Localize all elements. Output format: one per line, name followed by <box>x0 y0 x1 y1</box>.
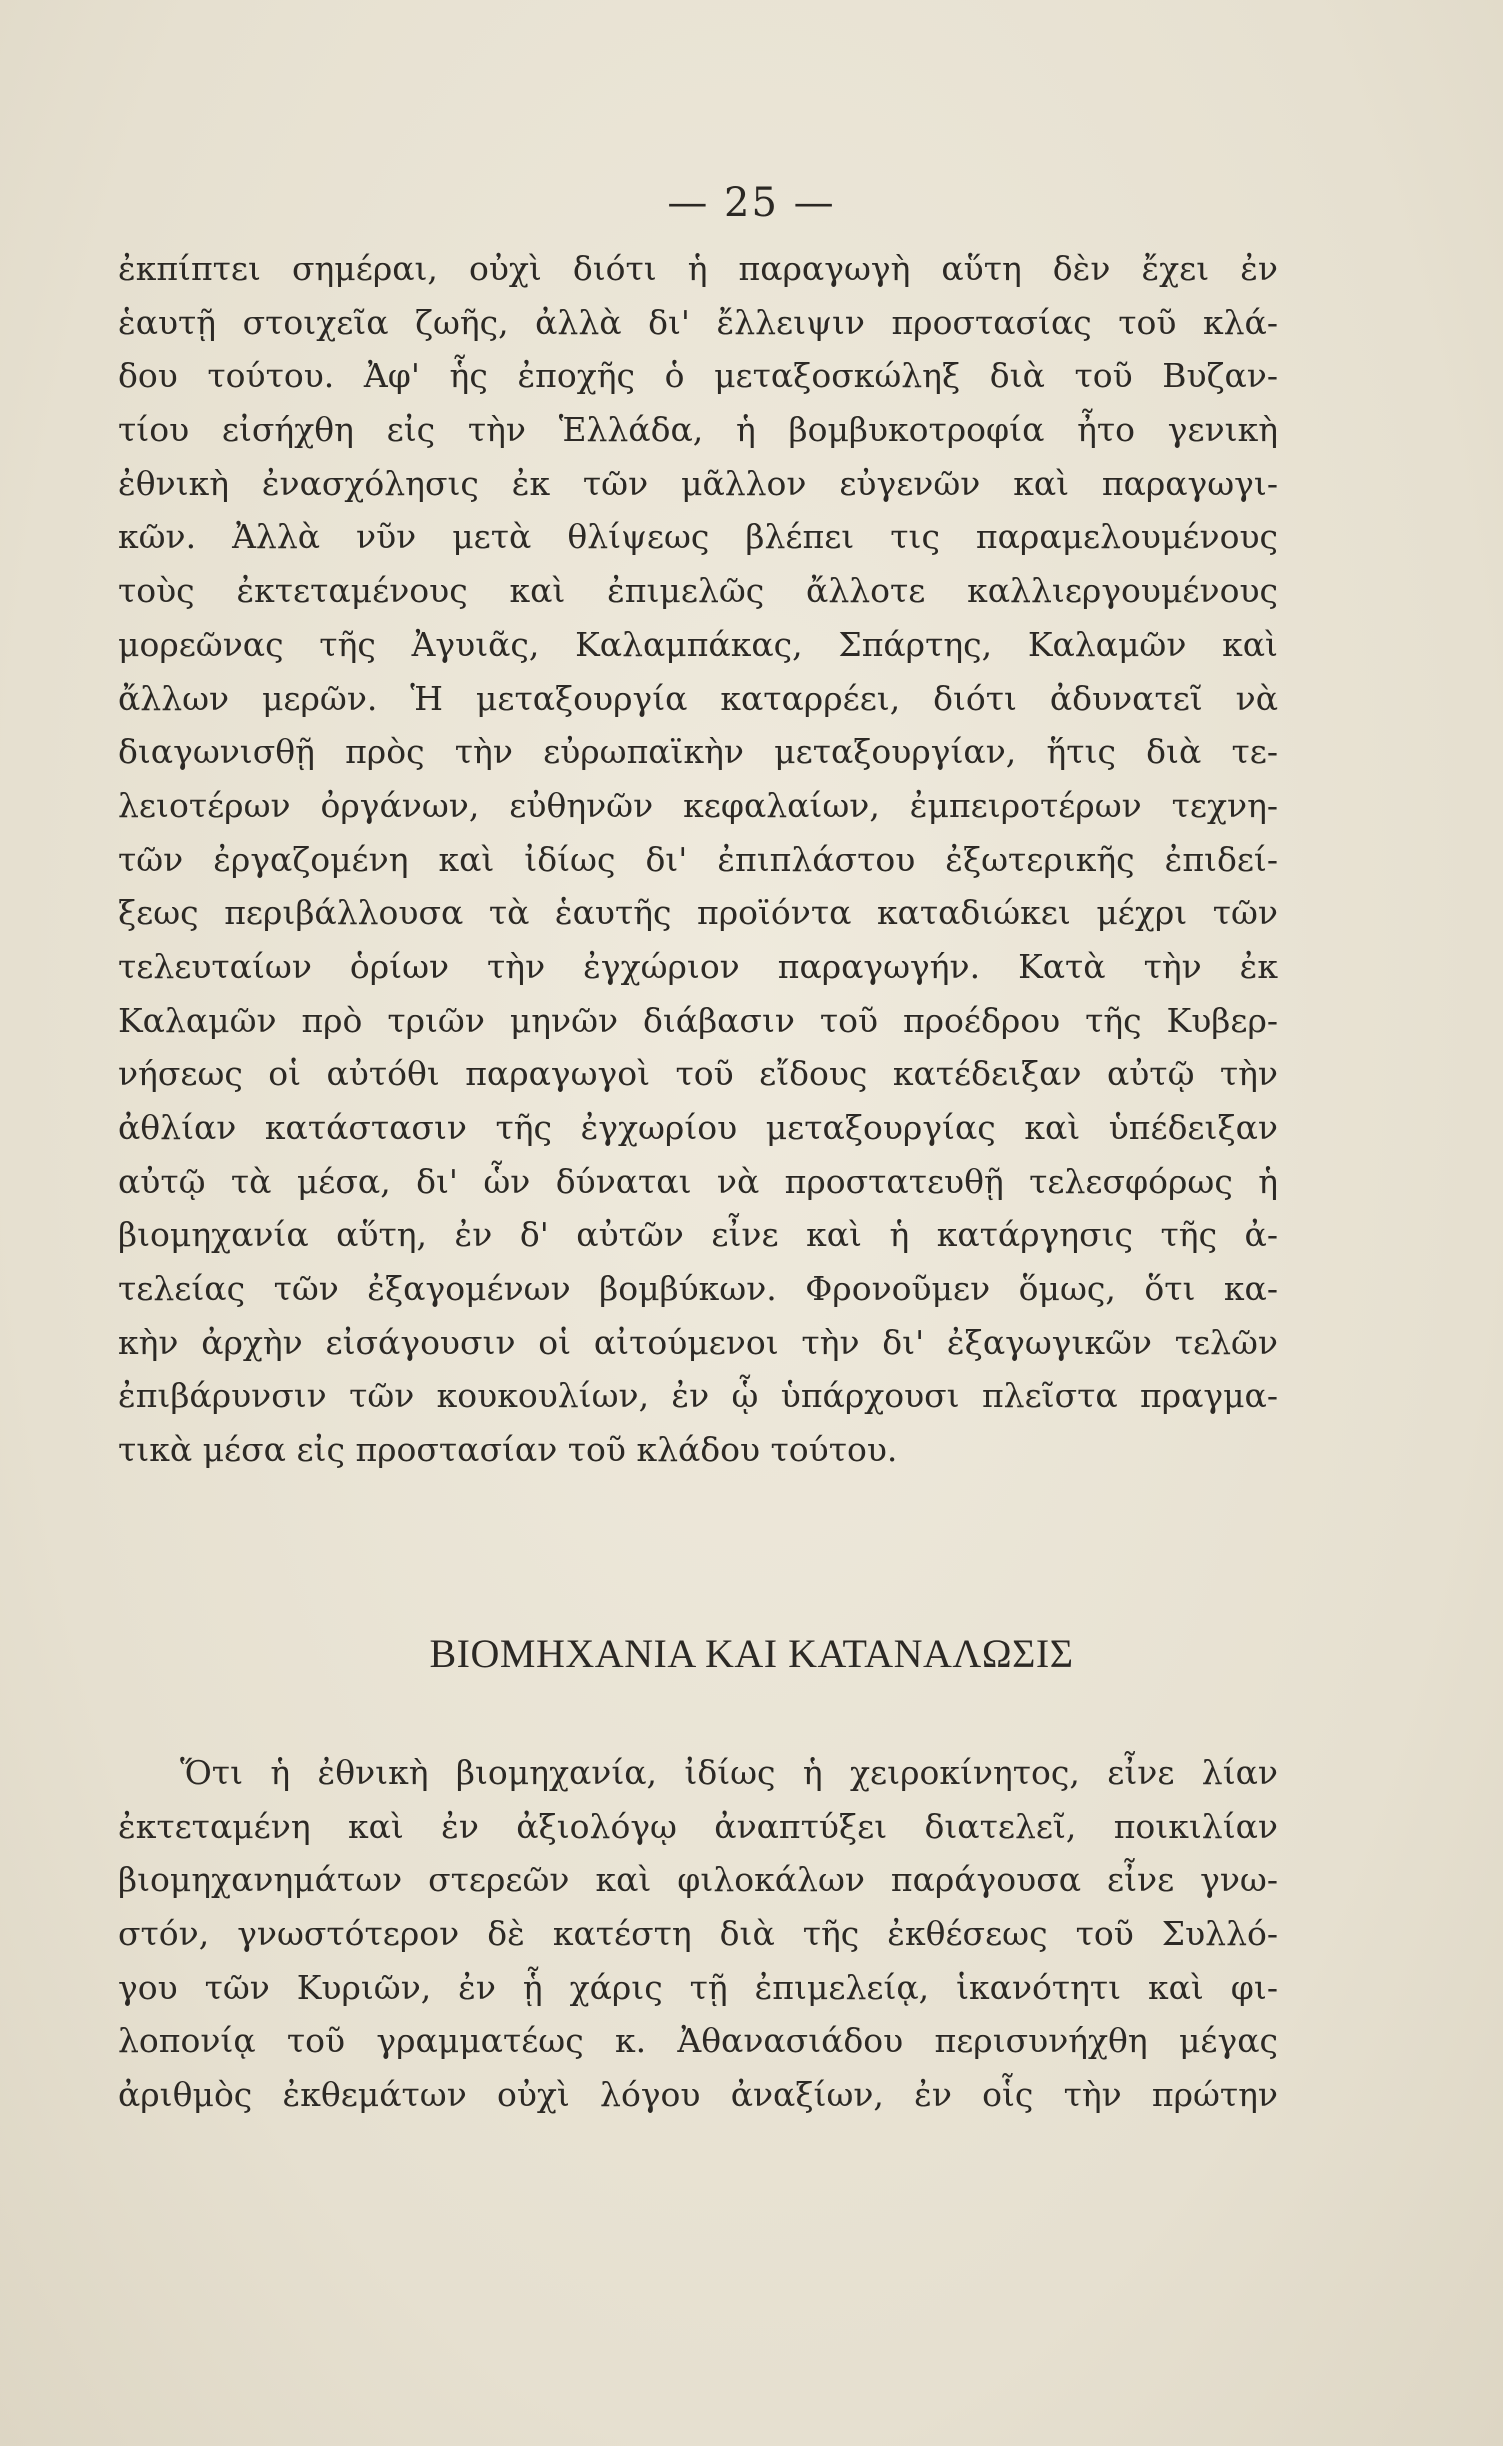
text-line: λειοτέρων ὀργάνων, εὐθηνῶν κεφαλαίων, ἐμπειροτέρων τεχνη- <box>118 785 1278 825</box>
text-line: λοπονίᾳ τοῦ γραμματέως κ. Ἀθανασιάδου περισυνήχθη μέγας <box>118 2021 1278 2061</box>
text-line: τῶν ἐργαζομένη καὶ ἰδίως δι' ἐπιπλάστου ἐξωτερικῆς ἐπιδεί- <box>118 839 1278 879</box>
text-line: νήσεως οἱ αὐτόθι παραγωγοὶ τοῦ εἴδους κατέδειξαν αὐτῷ τὴν <box>118 1054 1278 1094</box>
paragraph-silk-industry <box>118 242 1278 1477</box>
section-heading: ΒΙΟΜΗΧΑΝΙΑ ΚΑΙ ΚΑΤΑΝΑΛΩΣΙΣ <box>429 1631 1074 1676</box>
text-line: ἑαυτῇ στοιχεῖα ζωῆς, ἀλλὰ δι' ἔλλειψιν προστασίας τοῦ κλά- <box>118 302 1278 342</box>
text-line: ἐκπίπτει σημέραι, οὐχὶ διότι ἡ παραγωγὴ αὕτη δὲν ἔχει ἐν <box>118 249 1278 288</box>
text-line: ἄλλων μερῶν. Ἡ μεταξουργία καταρρέει, διότι ἀδυνατεῖ νὰ <box>118 678 1278 718</box>
text-line: διαγωνισθῇ πρὸς τὴν εὐρωπαϊκὴν μεταξουργίαν, ἥτις διὰ τε- <box>118 732 1278 772</box>
text-line: Ὅτι ἡ ἐθνικὴ βιομηχανία, ἰδίως ἡ χειροκίνητος, εἶνε λίαν <box>180 1753 1278 1792</box>
text-line: ἀριθμὸς ἐκθεμάτων οὐχὶ λόγου ἀναξίων, ἐν οἷς τὴν πρώτην <box>118 2075 1278 2115</box>
page-number: — 25 — <box>667 180 836 226</box>
text-line: κῶν. Ἀλλὰ νῦν μετὰ θλίψεως βλέπει τις παραμελουμένους <box>118 517 1278 557</box>
text-line: γου τῶν Κυριῶν, ἐν ᾗ χάρις τῇ ἐπιμελείᾳ, ἱκανότητι καὶ φι- <box>118 1967 1278 2007</box>
text-line: Καλαμῶν πρὸ τριῶν μηνῶν διάβασιν τοῦ προέδρου τῆς Κυβερ- <box>118 1000 1278 1040</box>
text-line: ξεως περιβάλλουσα τὰ ἑαυτῆς προϊόντα καταδιώκει μέχρι τῶν <box>118 893 1278 933</box>
text-line: βιομηχανημάτων στερεῶν καὶ φιλοκάλων παράγουσα εἶνε γνω- <box>118 1860 1278 1900</box>
text-line: τελευταίων ὁρίων τὴν ἐγχώριον παραγωγήν. Κατὰ τὴν ἐκ <box>118 946 1278 986</box>
text-line: ἐκτεταμένη καὶ ἐν ἀξιολόγῳ ἀναπτύξει διατελεῖ, ποικιλίαν <box>118 1806 1278 1846</box>
text-line: στόν, γνωστότερον δὲ κατέστη διὰ τῆς ἐκθέσεως τοῦ Συλλό- <box>118 1914 1278 1954</box>
text-line: μορεῶνας τῆς Ἀγυιᾶς, Καλαμπάκας, Σπάρτης, Καλαμῶν καὶ <box>118 624 1278 664</box>
text-line: τοὺς ἐκτεταμένους καὶ ἐπιμελῶς ἄλλοτε καλλιεργουμένους <box>118 571 1278 611</box>
text-line: τίου εἰσήχθη εἰς τὴν Ἑλλάδα, ἡ βομβυκοτροφία ἦτο γενικὴ <box>118 410 1278 450</box>
text-line: ἐθνικὴ ἐνασχόλησις ἐκ τῶν μᾶλλον εὐγενῶν καὶ παραγωγι- <box>118 463 1278 503</box>
text-line: ἀθλίαν κατάστασιν τῆς ἐγχωρίου μεταξουργίας καὶ ὑπέδειξαν <box>118 1108 1278 1147</box>
text-line: δου τούτου. Ἀφ' ἧς ἐποχῆς ὁ μεταξοσκώληξ διὰ τοῦ Βυζαν- <box>118 356 1278 396</box>
text-line: αὐτῷ τὰ μέσα, δι' ὧν δύναται νὰ προστατευθῇ τελεσφόρως ἡ <box>118 1161 1278 1201</box>
text-line: τικὰ μέσα εἰς προστασίαν τοῦ κλάδου τούτου. <box>118 1430 898 1470</box>
paragraph-industry-consumption <box>118 1746 1278 2122</box>
text-line: βιομηχανία αὕτη, ἐν δ' αὐτῶν εἶνε καὶ ἡ κατάργησις τῆς ἀ- <box>118 1215 1278 1255</box>
text-line: τελείας τῶν ἐξαγομένων βομβύκων. Φρονοῦμεν ὅμως, ὅτι κα- <box>118 1269 1278 1309</box>
text-line: κὴν ἀρχὴν εἰσάγουσιν οἱ αἰτούμενοι τὴν δι' ἐξαγωγικῶν τελῶν <box>118 1322 1278 1362</box>
text-line: ἐπιβάρυνσιν τῶν κουκουλίων, ἐν ᾧ ὑπάρχουσι πλεῖστα πραγμα- <box>118 1376 1278 1416</box>
